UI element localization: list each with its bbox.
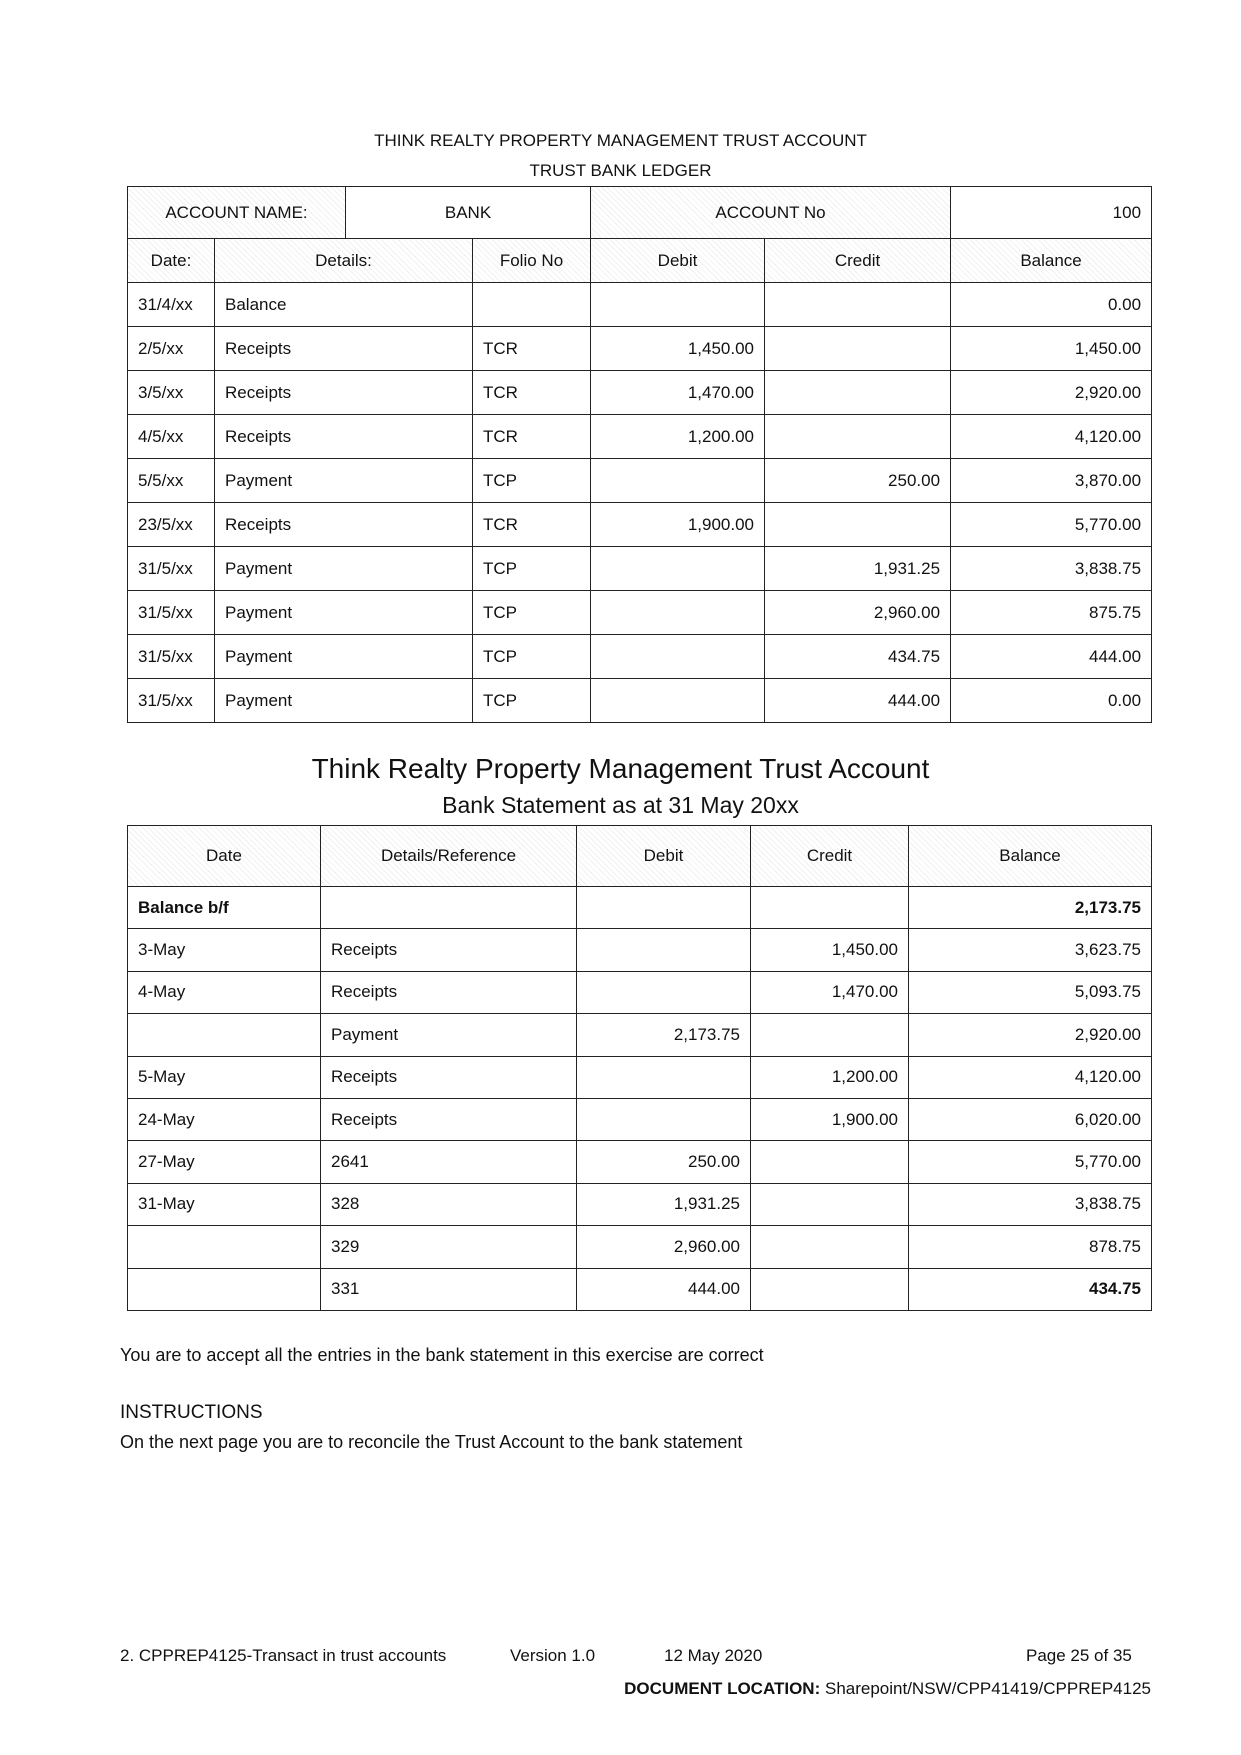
statement-row <box>128 1141 1152 1183</box>
statement-cell-credit <box>751 1141 909 1183</box>
header-date: Date: <box>128 239 215 283</box>
header-credit: Credit <box>765 239 951 283</box>
statement-cell-credit <box>751 1226 909 1268</box>
statement-cell-debit <box>577 929 751 971</box>
statement-cell-date: 27-May <box>128 1141 321 1183</box>
ledger-cell-debit: 1,470.00 <box>591 371 765 415</box>
ledger-cell-details: Receipts <box>215 415 473 459</box>
ledger-cell-balance: 0.00 <box>951 679 1152 723</box>
account-no-label: ACCOUNT No <box>591 187 951 239</box>
ledger-cell-date: 31/5/xx <box>128 547 215 591</box>
statement-cell-credit: 1,450.00 <box>751 929 909 971</box>
ledger-cell-folio: TCP <box>473 459 591 503</box>
statement-cell-date <box>128 1268 321 1310</box>
statement-row <box>128 1098 1152 1140</box>
statement-row <box>128 1183 1152 1225</box>
ledger-cell-date: 2/5/xx <box>128 327 215 371</box>
ledger-row <box>128 503 1152 547</box>
ledger-cell-details: Balance <box>215 283 473 327</box>
statement-cell-balance: 5,093.75 <box>909 971 1152 1013</box>
ledger-cell-folio: TCP <box>473 547 591 591</box>
ledger-cell-details: Receipts <box>215 371 473 415</box>
footer-location-label: DOCUMENT LOCATION: <box>624 1679 821 1698</box>
ledger-cell-debit: 1,900.00 <box>591 503 765 547</box>
header-credit: Credit <box>751 826 909 887</box>
header-balance: Balance <box>909 826 1152 887</box>
ledger-cell-folio: TCR <box>473 503 591 547</box>
ledger-row <box>128 635 1152 679</box>
ledger-cell-debit <box>591 283 765 327</box>
ledger-cell-credit: 250.00 <box>765 459 951 503</box>
ledger-cell-debit <box>591 459 765 503</box>
ledger-cell-debit <box>591 635 765 679</box>
footer-location-path: Sharepoint/NSW/CPP41419/CPPREP4125 <box>824 1679 1151 1698</box>
statement-cell-reference: 329 <box>321 1226 577 1268</box>
statement-cell-debit <box>577 971 751 1013</box>
ledger-row <box>128 371 1152 415</box>
ledger-cell-balance: 5,770.00 <box>951 503 1152 547</box>
ledger-cell-details: Payment <box>215 679 473 723</box>
statement-cell-credit <box>751 1183 909 1225</box>
ledger-cell-date: 5/5/xx <box>128 459 215 503</box>
ledger-cell-balance: 444.00 <box>951 635 1152 679</box>
footer-version: Version 1.0 <box>510 1646 596 1665</box>
statement-cell-credit: 1,200.00 <box>751 1056 909 1098</box>
header-details: Details: <box>215 239 473 283</box>
statement-cell-balance: 6,020.00 <box>909 1098 1152 1140</box>
ledger-cell-debit: 1,450.00 <box>591 327 765 371</box>
ledger-cell-balance: 4,120.00 <box>951 415 1152 459</box>
statement-cell-reference: Receipts <box>321 1098 577 1140</box>
ledger-cell-debit <box>591 547 765 591</box>
ledger-cell-folio: TCP <box>473 679 591 723</box>
statement-title: Think Realty Property Management Trust Account <box>311 753 930 784</box>
ledger-cell-credit <box>765 371 951 415</box>
statement-row <box>128 929 1152 971</box>
header-balance: Balance <box>951 239 1152 283</box>
statement-cell-credit <box>751 1268 909 1310</box>
ledger-cell-credit <box>765 415 951 459</box>
statement-cell-debit <box>577 1098 751 1140</box>
statement-cell-balance: 4,120.00 <box>909 1056 1152 1098</box>
footer-location <box>624 1679 1151 1699</box>
ledger-cell-details: Payment <box>215 591 473 635</box>
statement-cell-credit <box>751 1014 909 1056</box>
statement-cell-reference: 328 <box>321 1183 577 1225</box>
ledger-row <box>128 547 1152 591</box>
statement-cell-date: 31-May <box>128 1183 321 1225</box>
ledger-cell-date: 3/5/xx <box>128 371 215 415</box>
ledger-cell-balance: 3,870.00 <box>951 459 1152 503</box>
statement-cell-debit <box>577 887 751 929</box>
ledger-cell-credit <box>765 283 951 327</box>
statement-cell-debit <box>577 1056 751 1098</box>
statement-cell-debit: 250.00 <box>577 1141 751 1183</box>
ledger-row <box>128 679 1152 723</box>
trust-bank-ledger-table <box>127 186 1152 723</box>
ledger-cell-details: Receipts <box>215 327 473 371</box>
statement-cell-reference: Receipts <box>321 929 577 971</box>
ledger-row <box>128 327 1152 371</box>
account-name-value: BANK <box>346 187 591 239</box>
ledger-account-row <box>128 187 1152 239</box>
footer-course: 2. CPPREP4125-Transact in trust accounts <box>120 1646 447 1665</box>
ledger-cell-details: Payment <box>215 459 473 503</box>
header-details-reference: Details/Reference <box>321 826 577 887</box>
bank-statement-table <box>127 825 1152 1311</box>
statement-cell-reference: Payment <box>321 1014 577 1056</box>
statement-cell-reference: Receipts <box>321 1056 577 1098</box>
ledger-cell-balance: 2,920.00 <box>951 371 1152 415</box>
ledger-cell-credit: 444.00 <box>765 679 951 723</box>
statement-cell-balance: 2,920.00 <box>909 1014 1152 1056</box>
statement-cell-reference: 2641 <box>321 1141 577 1183</box>
footer-date: 12 May 2020 <box>664 1646 763 1665</box>
footer-page: Page 25 of 35 <box>1026 1646 1132 1665</box>
ledger-cell-folio: TCR <box>473 371 591 415</box>
note-text: You are to accept all the entries in the bank statement in this exercise are correct <box>120 1345 764 1365</box>
statement-header-row <box>128 826 1152 887</box>
ledger-cell-balance: 0.00 <box>951 283 1152 327</box>
statement-cell-balance: 434.75 <box>909 1268 1152 1310</box>
ledger-cell-date: 4/5/xx <box>128 415 215 459</box>
ledger-subtitle: TRUST BANK LEDGER <box>529 161 712 180</box>
statement-row <box>128 887 1152 929</box>
ledger-cell-folio: TCP <box>473 635 591 679</box>
statement-cell-balance: 3,838.75 <box>909 1183 1152 1225</box>
ledger-cell-credit: 1,931.25 <box>765 547 951 591</box>
instructions-heading: INSTRUCTIONS <box>120 1402 263 1423</box>
header-debit: Debit <box>591 239 765 283</box>
ledger-row <box>128 415 1152 459</box>
ledger-cell-date: 31/4/xx <box>128 283 215 327</box>
statement-cell-date <box>128 1014 321 1056</box>
account-no-value: 100 <box>951 187 1152 239</box>
statement-cell-debit: 2,960.00 <box>577 1226 751 1268</box>
statement-cell-date: 4-May <box>128 971 321 1013</box>
statement-cell-balance: 5,770.00 <box>909 1141 1152 1183</box>
statement-cell-debit: 444.00 <box>577 1268 751 1310</box>
ledger-cell-balance: 3,838.75 <box>951 547 1152 591</box>
header-folio: Folio No <box>473 239 591 283</box>
statement-row <box>128 1056 1152 1098</box>
statement-cell-date <box>128 1226 321 1268</box>
ledger-cell-folio: TCR <box>473 327 591 371</box>
ledger-cell-folio: TCR <box>473 415 591 459</box>
ledger-title: THINK REALTY PROPERTY MANAGEMENT TRUST ACCOUNT <box>374 131 867 150</box>
ledger-cell-balance: 1,450.00 <box>951 327 1152 371</box>
statement-cell-balance: 2,173.75 <box>909 887 1152 929</box>
statement-cell-debit: 2,173.75 <box>577 1014 751 1056</box>
ledger-cell-date: 31/5/xx <box>128 635 215 679</box>
header-date: Date <box>128 826 321 887</box>
statement-cell-credit: 1,470.00 <box>751 971 909 1013</box>
ledger-cell-credit <box>765 503 951 547</box>
account-name-label: ACCOUNT NAME: <box>128 187 346 239</box>
statement-row <box>128 971 1152 1013</box>
statement-row <box>128 1014 1152 1056</box>
ledger-row <box>128 459 1152 503</box>
ledger-cell-debit: 1,200.00 <box>591 415 765 459</box>
statement-subtitle: Bank Statement as at 31 May 20xx <box>442 792 799 818</box>
ledger-cell-debit <box>591 679 765 723</box>
statement-cell-credit <box>751 887 909 929</box>
statement-cell-date: Balance b/f <box>128 887 321 929</box>
ledger-cell-folio: TCP <box>473 591 591 635</box>
statement-cell-balance: 3,623.75 <box>909 929 1152 971</box>
statement-cell-reference: 331 <box>321 1268 577 1310</box>
statement-cell-debit: 1,931.25 <box>577 1183 751 1225</box>
statement-cell-reference: Receipts <box>321 971 577 1013</box>
instructions-text: On the next page you are to reconcile the Trust Account to the bank statement <box>120 1432 743 1452</box>
statement-row <box>128 1226 1152 1268</box>
statement-cell-date: 3-May <box>128 929 321 971</box>
ledger-cell-details: Receipts <box>215 503 473 547</box>
ledger-cell-credit <box>765 327 951 371</box>
ledger-cell-date: 31/5/xx <box>128 591 215 635</box>
ledger-cell-details: Payment <box>215 635 473 679</box>
statement-cell-date: 24-May <box>128 1098 321 1140</box>
ledger-cell-date: 31/5/xx <box>128 679 215 723</box>
statement-cell-balance: 878.75 <box>909 1226 1152 1268</box>
ledger-header-row <box>128 239 1152 283</box>
header-debit: Debit <box>577 826 751 887</box>
ledger-cell-credit: 2,960.00 <box>765 591 951 635</box>
ledger-cell-credit: 434.75 <box>765 635 951 679</box>
statement-row <box>128 1268 1152 1310</box>
statement-cell-reference <box>321 887 577 929</box>
ledger-cell-date: 23/5/xx <box>128 503 215 547</box>
ledger-cell-folio <box>473 283 591 327</box>
statement-cell-date: 5-May <box>128 1056 321 1098</box>
statement-cell-credit: 1,900.00 <box>751 1098 909 1140</box>
ledger-cell-debit <box>591 591 765 635</box>
ledger-row <box>128 283 1152 327</box>
ledger-cell-details: Payment <box>215 547 473 591</box>
ledger-cell-balance: 875.75 <box>951 591 1152 635</box>
ledger-row <box>128 591 1152 635</box>
